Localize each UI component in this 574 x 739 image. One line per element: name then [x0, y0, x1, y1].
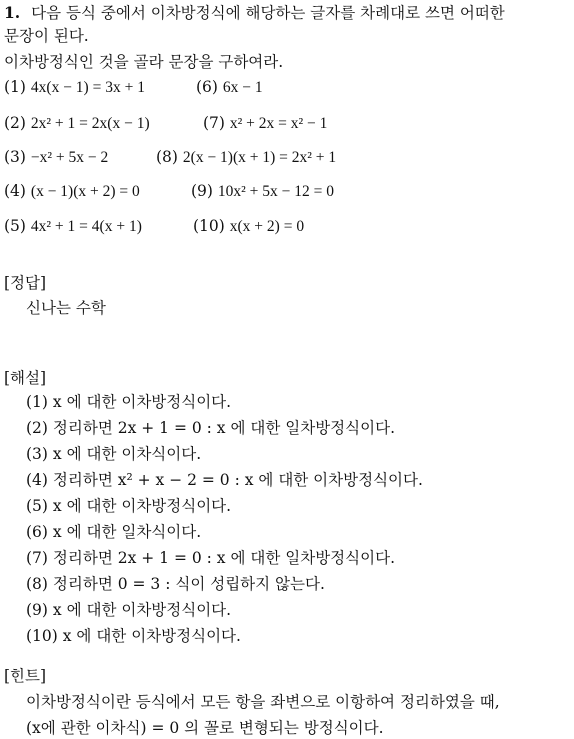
option-7-math: x² + 2x = x² − 1 [229, 115, 328, 132]
explanation-item [26, 444, 201, 464]
question-line-3: 이차방정식인 것을 골라 문장을 구하여라. [4, 53, 284, 71]
hint-line-1: 이차방정식이란 등식에서 모든 항을 좌변으로 이항하여 정리하였을 때, [26, 693, 500, 711]
option-7-id: (7) [203, 114, 225, 132]
hint-heading: [힌트] [4, 667, 47, 685]
option-1-id: (1) [4, 78, 26, 96]
question-text-1: 다음 등식 중에서 이차방정식에 해당하는 글자를 차례대로 쓰면 어떠한 [31, 4, 505, 22]
explanation-heading: [해설] [4, 369, 47, 387]
option-row-2 [4, 113, 150, 134]
explanation-item [26, 418, 395, 438]
answer-heading: [정답] [4, 274, 47, 292]
explanation-item [26, 626, 241, 646]
option-row-7 [203, 113, 327, 134]
option-row-1 [4, 77, 145, 98]
explanation-item-text: x 에 대한 일차식이다. [52, 523, 202, 541]
explanation-item-id: (7) [26, 549, 48, 567]
option-3-math: −x² + 5x − 2 [30, 149, 109, 166]
answer-text: 신나는 수학 [26, 299, 106, 317]
option-2-math: 2x² + 1 = 2x(x − 1) [30, 115, 150, 132]
explanation-item-text: x 에 대한 이차방정식이다. [52, 497, 232, 515]
explanation-item-text: x 에 대한 이차방정식이다. [52, 601, 232, 619]
option-10-id: (10) [193, 217, 225, 235]
explanation-item-text: x 에 대한 이차식이다. [52, 445, 202, 463]
explanation-item-text: 정리하면 2x + 1 = 0 : x 에 대한 일차방정식이다. [52, 419, 395, 437]
option-1-math: 4x(x − 1) = 3x + 1 [30, 79, 145, 96]
explanation-item-text: 정리하면 x² + x − 2 = 0 : x 에 대한 이차방정식이다. [52, 471, 423, 489]
explanation-item-id: (4) [26, 471, 48, 489]
explanation-item-id: (9) [26, 601, 48, 619]
option-8-math: 2(x − 1)(x + 1) = 2x² + 1 [182, 149, 337, 166]
explanation-item-text: x 에 대한 이차방정식이다. [52, 393, 232, 411]
option-8-id: (8) [156, 148, 178, 166]
explanation-item [26, 496, 231, 516]
option-3-id: (3) [4, 148, 26, 166]
question-line-1 [4, 3, 505, 23]
explanation-item-id: (3) [26, 445, 48, 463]
explanation-item-id: (10) [26, 627, 58, 645]
option-6-math: 6x − 1 [222, 79, 263, 96]
question-line-2: 문장이 된다. [4, 27, 89, 45]
option-4-id: (4) [4, 182, 26, 200]
option-row-10 [193, 216, 304, 237]
explanation-item [26, 600, 231, 620]
option-6-id: (6) [196, 78, 218, 96]
explanation-item-id: (2) [26, 419, 48, 437]
option-9-math: 10x² + 5x − 12 = 0 [217, 183, 335, 200]
question-number: 1. [4, 3, 21, 22]
explanation-item-text: 정리하면 0 = 3 : 식이 성립하지 않는다. [52, 575, 325, 593]
option-row-5 [4, 216, 142, 237]
option-9-id: (9) [191, 182, 213, 200]
explanation-item-id: (6) [26, 523, 48, 541]
explanation-item-id: (5) [26, 497, 48, 515]
explanation-item [26, 470, 423, 490]
hint-line-2: (x에 관한 이차식) = 0 의 꼴로 변형되는 방정식이다. [26, 719, 384, 737]
explanation-item-id: (8) [26, 575, 48, 593]
explanation-item-id: (1) [26, 393, 48, 411]
option-4-math: (x − 1)(x + 2) = 0 [30, 183, 140, 200]
explanation-item [26, 574, 325, 594]
option-row-3 [4, 147, 108, 168]
option-row-4 [4, 181, 140, 202]
explanation-item [26, 548, 395, 568]
option-5-id: (5) [4, 217, 26, 235]
option-row-6 [196, 77, 263, 98]
option-row-9 [191, 181, 334, 202]
explanation-item-text: x 에 대한 이차방정식이다. [62, 627, 241, 645]
explanation-item [26, 392, 231, 412]
option-10-math: x(x + 2) = 0 [229, 218, 305, 235]
explanation-item [26, 522, 201, 542]
option-2-id: (2) [4, 114, 26, 132]
explanation-item-text: 정리하면 2x + 1 = 0 : x 에 대한 일차방정식이다. [52, 549, 395, 567]
option-row-8 [156, 147, 336, 168]
option-5-math: 4x² + 1 = 4(x + 1) [30, 218, 142, 235]
